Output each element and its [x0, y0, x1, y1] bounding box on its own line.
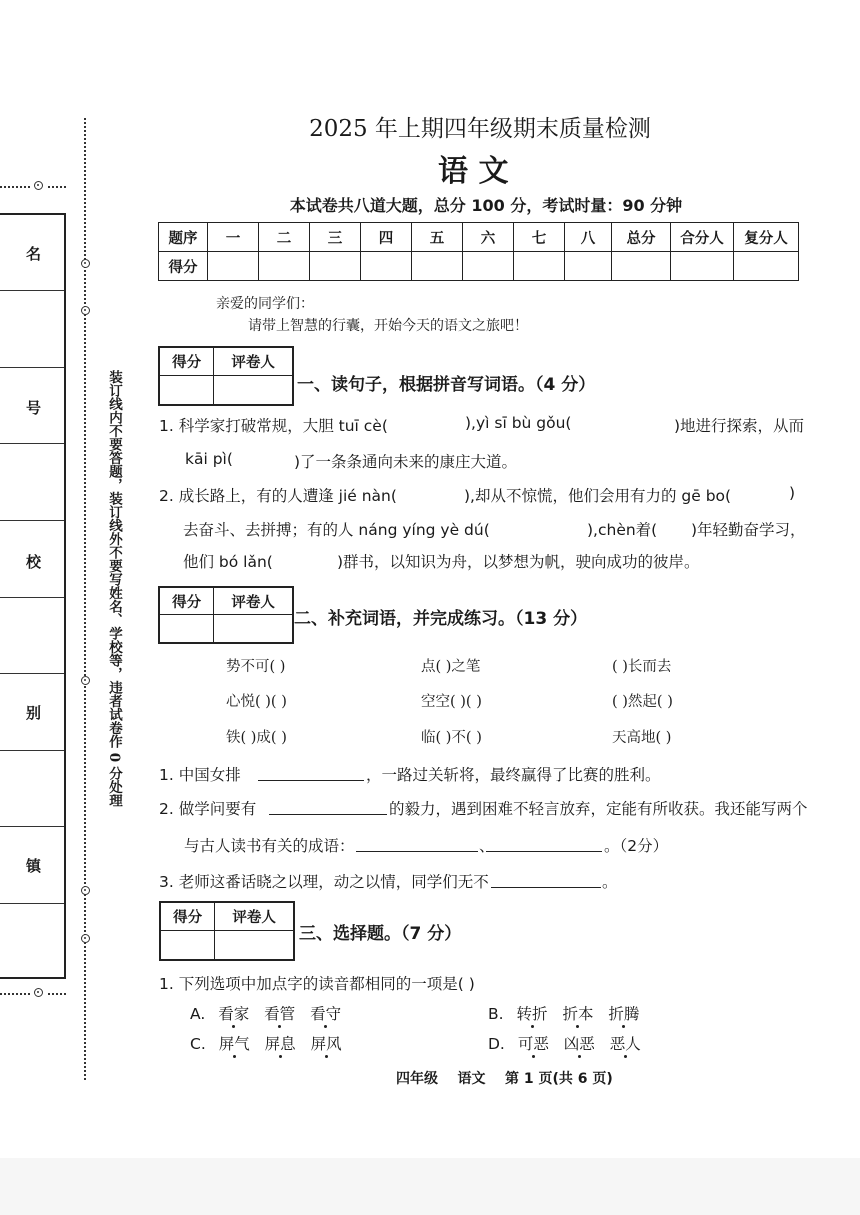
s1-q2-part-g: 他们 bó lǎn(: [183, 553, 273, 571]
section-3-title: 三、选择题。（7 分）: [299, 924, 462, 944]
grade-box-score-cell[interactable]: [160, 615, 214, 643]
grade-box-grader-label: 评卷人: [214, 588, 293, 615]
binding-hole-icon: [34, 988, 43, 997]
s2-q2-part-c: 与古人读书有关的成语：: [184, 837, 355, 855]
s1-q2-part-f: )年轻勤奋学习，: [691, 521, 806, 539]
option-b[interactable]: [488, 1002, 639, 1024]
score-header-cell: 八: [565, 223, 612, 252]
score-input-cell[interactable]: [565, 252, 612, 281]
s2-q1-part-b: ，一路过关斩将，最终赢得了比赛的胜利。: [366, 766, 661, 784]
score-table-score-row: [159, 252, 799, 281]
s2-q2-part-e: 。（2分）: [604, 837, 669, 855]
score-header-cell: 一: [208, 223, 259, 252]
score-table-header-row: [159, 223, 799, 252]
s2-q3-part-b: 。: [602, 873, 618, 891]
idiom-blank[interactable]: 心悦( )( ): [226, 694, 287, 710]
option-c-word: 屏风: [310, 1035, 342, 1053]
s2-q3-part-a: 3. 老师这番话晓之以理，动之以情，同学们无不: [159, 873, 489, 891]
binding-divider: [0, 750, 64, 751]
binding-notice: 装订线内不要答题，装订线外不要写姓名、学校等，违者试卷作 0 分处理: [106, 370, 122, 808]
score-input-cell[interactable]: [259, 252, 310, 281]
idiom-blank[interactable]: 点( )之笔: [421, 659, 481, 675]
greeting-line-1: 亲爱的同学们：: [216, 296, 314, 312]
option-d-label: D.: [488, 1035, 505, 1053]
score-header-cell: 总分: [612, 223, 671, 252]
option-a[interactable]: [190, 1002, 341, 1024]
binding-hole-icon: [81, 259, 90, 268]
binding-divider: [0, 520, 64, 521]
s2-q2-idiom-line-1[interactable]: [356, 851, 478, 852]
grade-box-grader-cell[interactable]: [215, 931, 294, 960]
option-b-word: 折本: [562, 1005, 594, 1023]
option-d[interactable]: [488, 1032, 641, 1054]
score-input-cell[interactable]: [463, 252, 514, 281]
option-a-label: A.: [190, 1005, 206, 1023]
option-b-word: 转折: [516, 1005, 548, 1023]
s2-q2-idiom-line-2[interactable]: [486, 851, 602, 852]
dotted-line-top: [0, 186, 30, 188]
option-d-word: 凶恶: [563, 1035, 595, 1053]
binding-hole-icon: [81, 676, 90, 685]
score-input-cell[interactable]: [734, 252, 799, 281]
grade-box: [158, 586, 294, 644]
s2-q2-answer-line[interactable]: [269, 814, 387, 815]
binding-divider: [0, 443, 64, 444]
s1-q1-part-b: ),yì sī bù gǒu(: [465, 414, 572, 432]
idiom-blank[interactable]: ( )然起( ): [612, 694, 673, 710]
binding-label-town: 镇: [26, 857, 42, 875]
score-header-cell: 四: [361, 223, 412, 252]
option-a-word: 看管: [264, 1005, 296, 1023]
option-d-word: 可恶: [517, 1035, 549, 1053]
s1-q2-part-b: ),却从不惊慌，他们会用有力的 gē bo(: [464, 487, 732, 505]
s2-q2-part-b: 的毅力，遇到困难不轻言放弃，定能有所收获。我还能写两个: [389, 800, 808, 818]
page-footer: 四年级 语文 第 1 页(共 6 页): [396, 1071, 613, 1087]
binding-divider: [0, 903, 64, 904]
option-c[interactable]: [190, 1032, 342, 1054]
idiom-blank[interactable]: 天高地( ): [612, 730, 672, 746]
s2-q3-answer-line[interactable]: [491, 887, 601, 888]
greeting-line-2: 请带上智慧的行囊，开始今天的语文之旅吧！: [248, 318, 528, 334]
score-header-cell: 题序: [159, 223, 208, 252]
binding-label-class: 别: [26, 704, 42, 722]
idiom-blank[interactable]: 空空( )( ): [421, 694, 482, 710]
score-input-cell[interactable]: [514, 252, 565, 281]
grade-box: [158, 346, 294, 406]
s1-q1-part-a: 1. 科学家打破常规，大胆 tuī cè(: [159, 417, 388, 435]
binding-divider: [0, 290, 64, 291]
binding-hole-icon: [81, 306, 90, 315]
score-input-cell[interactable]: [612, 252, 671, 281]
grade-box-score-cell[interactable]: [160, 376, 214, 405]
option-c-word: 屏气: [218, 1035, 250, 1053]
grade-box-grader-label: 评卷人: [215, 903, 294, 931]
s2-q1-part-a: 1. 中国女排: [159, 766, 241, 784]
grade-box-grader-cell[interactable]: [214, 615, 293, 643]
s2-q2-part-a: 2. 做学问要有: [159, 800, 257, 818]
score-input-cell[interactable]: [412, 252, 463, 281]
grade-box-score-label: 得分: [161, 903, 215, 931]
s1-q2-part-e: ),chèn着(: [587, 521, 658, 539]
s1-q2-part-c: ): [789, 484, 796, 502]
s1-q1-part-c: )地进行探索，从而: [674, 417, 805, 435]
score-header-cell: 七: [514, 223, 565, 252]
score-input-cell[interactable]: [361, 252, 412, 281]
binding-label-number: 号: [26, 399, 42, 417]
option-b-word: 折腾: [608, 1005, 640, 1023]
subject-title: 语 文: [438, 154, 509, 189]
s1-q2-part-a: 2. 成长路上，有的人遭逢 jié nàn(: [159, 487, 397, 505]
s1-q2-part-h: )群书，以知识为舟，以梦想为帆，驶向成功的彼岸。: [337, 553, 700, 571]
s3-q1-stem: 1. 下列选项中加点字的读音都相同的一项是( ): [159, 975, 475, 993]
score-header-cell: 二: [259, 223, 310, 252]
option-a-word: 看守: [310, 1005, 342, 1023]
idiom-blank[interactable]: 临( )不( ): [421, 730, 482, 746]
s1-q2-part-d: 去奋斗、去拼搏；有的人 náng yíng yè dú(: [183, 521, 490, 539]
s2-q2-part-d: 、: [479, 837, 495, 855]
s1-q1-part-e: )了一条条通向未来的康庄大道。: [294, 453, 518, 471]
score-input-cell[interactable]: [208, 252, 259, 281]
score-header-cell: 合分人: [671, 223, 734, 252]
grade-box-grader-cell[interactable]: [214, 376, 293, 405]
idiom-blank[interactable]: 铁( )成( ): [226, 730, 287, 746]
grade-box-score-label: 得分: [160, 348, 214, 376]
score-header-cell: 六: [463, 223, 514, 252]
binding-hole-icon: [81, 886, 90, 895]
option-c-label: C.: [190, 1035, 206, 1053]
idiom-blank[interactable]: 势不可( ): [226, 659, 286, 675]
binding-divider: [0, 826, 64, 827]
option-d-word: 恶人: [609, 1035, 641, 1053]
grade-box: [159, 901, 295, 961]
exam-title: 2025 年上期四年级期末质量检测: [309, 116, 651, 142]
binding-label-name: 名: [26, 245, 42, 263]
score-input-cell[interactable]: [671, 252, 734, 281]
dotted-line-bottom: [0, 993, 30, 995]
exam-note: 本试卷共八道大题，总分 100 分，考试时量：90 分钟: [289, 196, 683, 215]
score-header-cell: 五: [412, 223, 463, 252]
option-c-word: 屏息: [264, 1035, 296, 1053]
binding-info-table: [0, 213, 66, 979]
grade-box-score-cell[interactable]: [161, 931, 215, 960]
section-2-title: 二、补充词语，并完成练习。（13 分）: [294, 609, 588, 629]
score-header-cell: 三: [310, 223, 361, 252]
score-input-cell[interactable]: [310, 252, 361, 281]
s1-q1-part-d: kāi pì(: [185, 450, 233, 468]
dotted-line-bottom-b: [48, 993, 66, 995]
binding-divider: [0, 597, 64, 598]
binding-divider: [0, 673, 64, 674]
score-header-cell: 复分人: [734, 223, 799, 252]
score-row-label: 得分: [159, 252, 208, 281]
binding-label-school: 校: [26, 553, 42, 571]
s2-q1-answer-line[interactable]: [258, 780, 364, 781]
binding-divider: [0, 367, 64, 368]
option-a-word: 看家: [218, 1005, 250, 1023]
score-table: [158, 222, 799, 281]
section-1-title: 一、读句子，根据拼音写词语。（4 分）: [297, 375, 596, 395]
idiom-blank[interactable]: ( )长而去: [612, 659, 672, 675]
option-b-label: B.: [488, 1005, 504, 1023]
grade-box-grader-label: 评卷人: [214, 348, 293, 376]
page-bottom-strip: [0, 1158, 860, 1215]
binding-hole-icon: [81, 934, 90, 943]
grade-box-score-label: 得分: [160, 588, 214, 615]
dotted-line-top-b: [48, 186, 66, 188]
binding-hole-icon: [34, 181, 43, 190]
